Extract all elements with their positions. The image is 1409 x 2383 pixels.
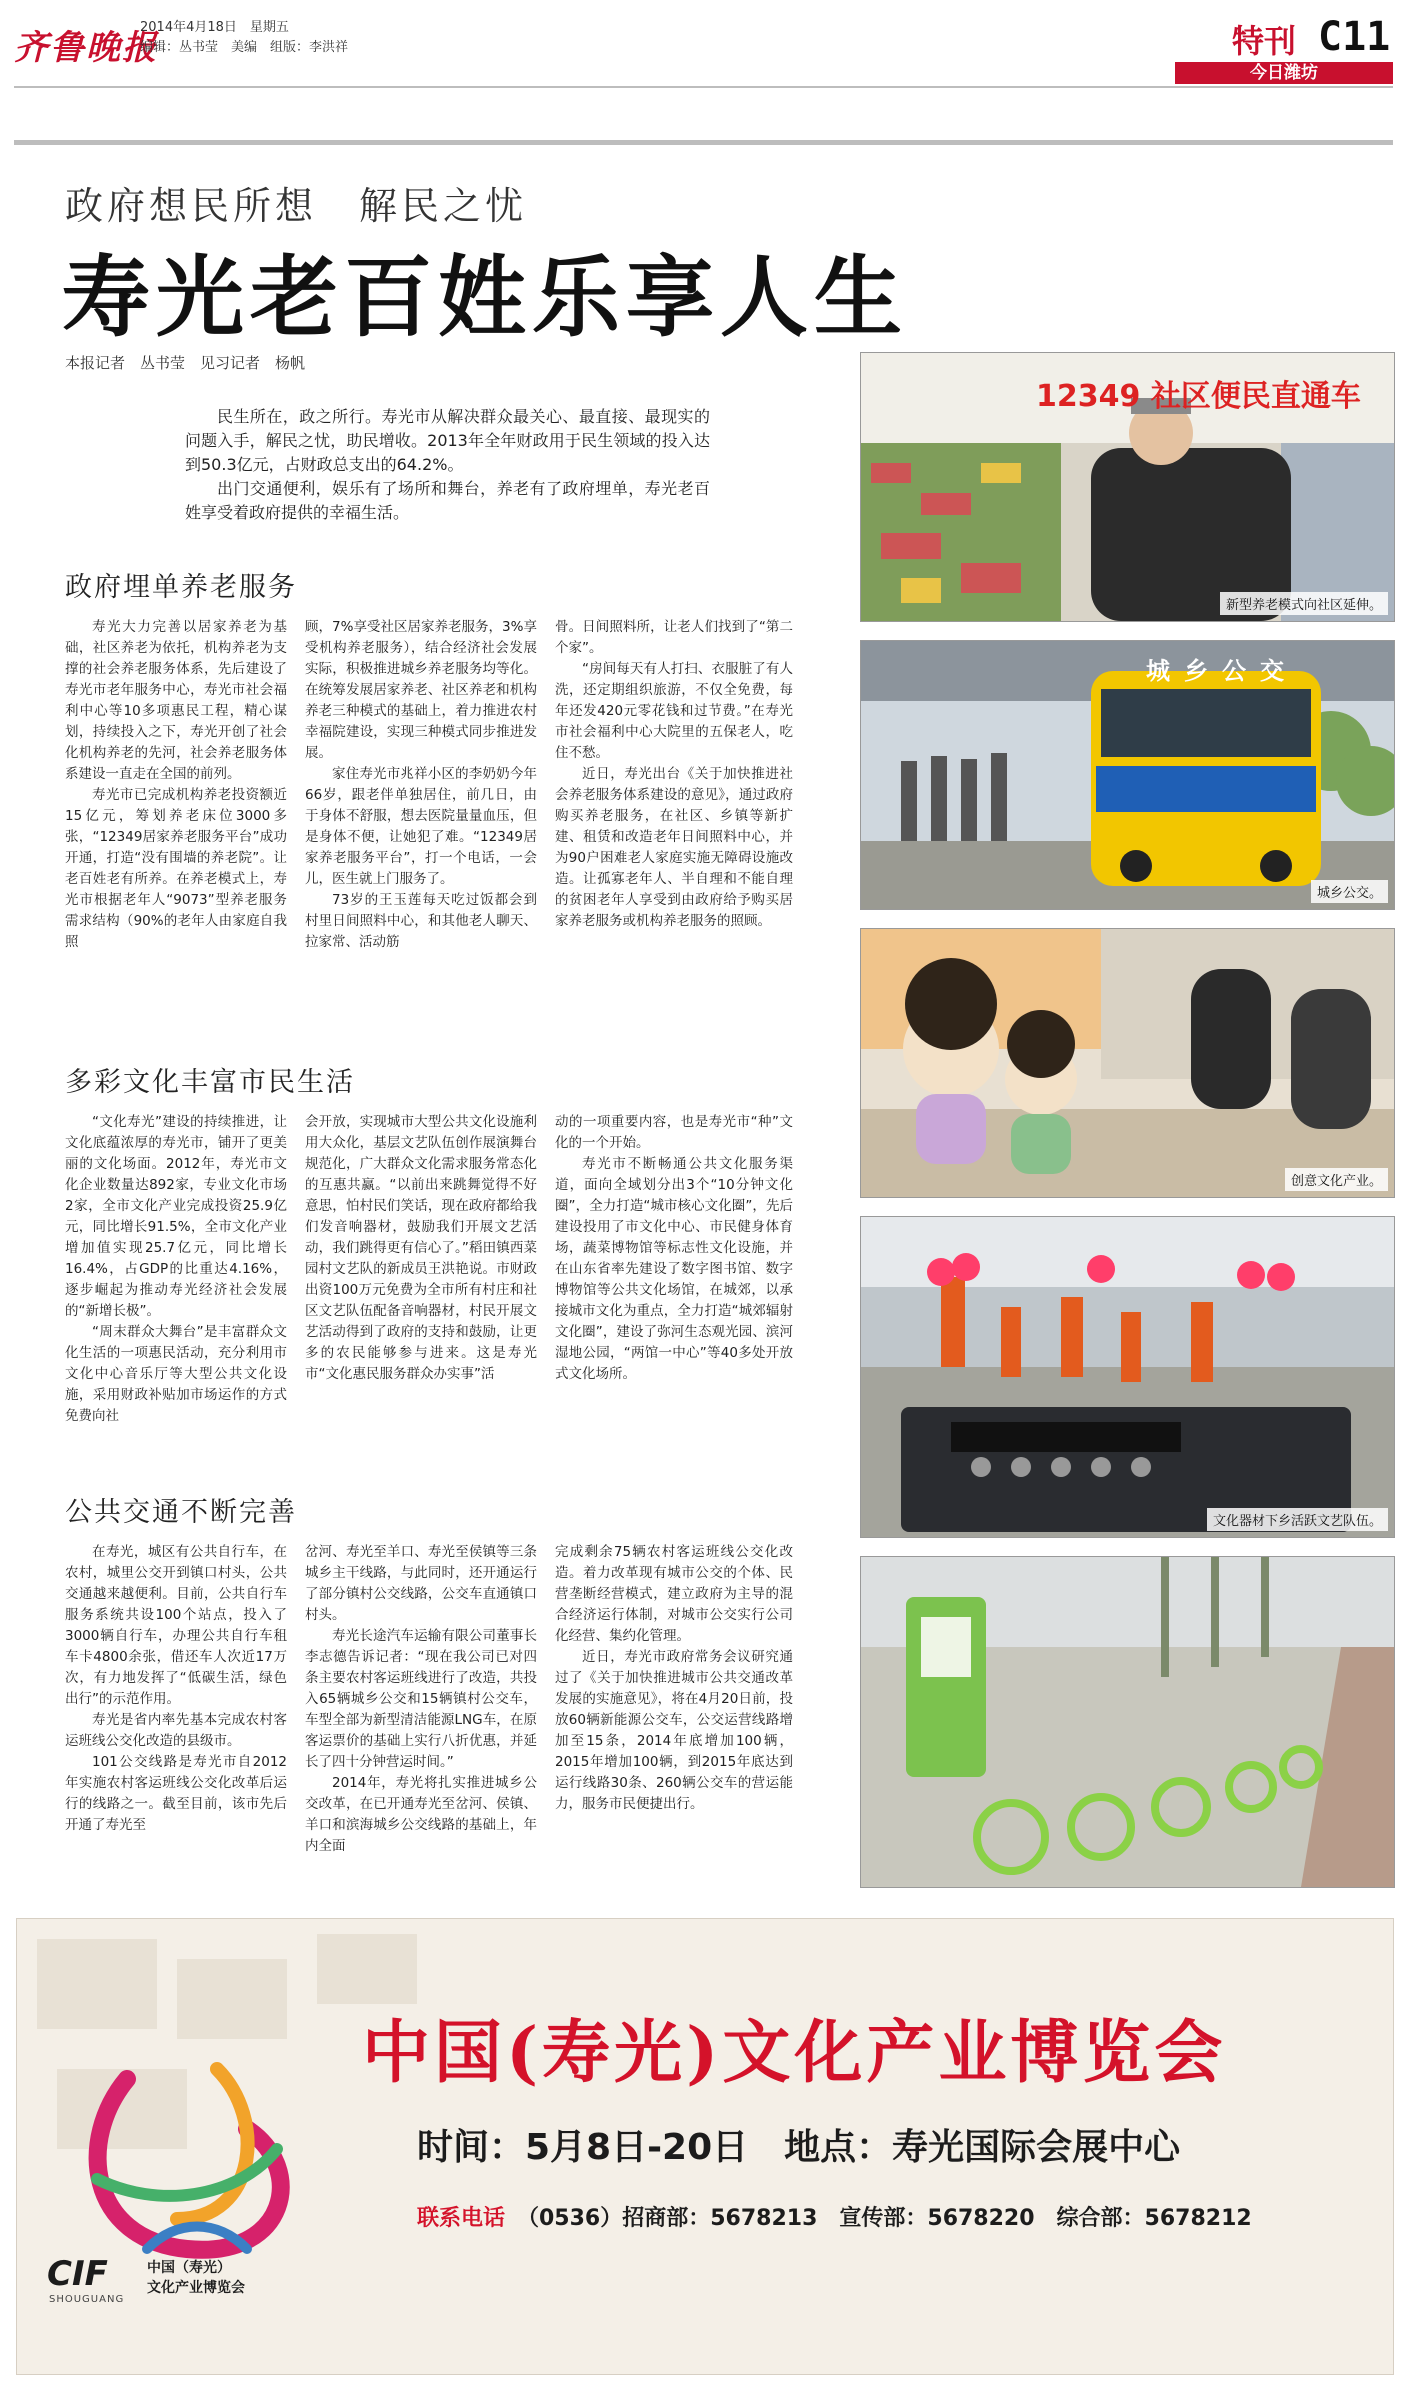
body-paragraph: 101公交线路是寿光市自2012年实施农村客运班线公交化改革后运行的线路之一。截至目前，该市先后开通了寿光至 [65,1754,287,1833]
section3-column-2 [305,1542,537,1857]
photo-caption: 创意文化产业。 [1285,1168,1388,1191]
body-paragraph: 顾，7%享受社区居家养老服务，3%享受机构养老服务），结合经济社会发展实际，积极推进城乡养老服务均等化。在统筹发展居家养老、社区养老和机构养老三种模式的基础上，着力推进农村幸福院建设，实现三种模式同步推进发展。 [305,619,537,761]
section1-column-1 [65,617,287,953]
section-title-transport: 公共交通不断完善 [65,1497,297,1528]
edition-band: 今日潍坊 [1175,62,1393,84]
expo-advertisement [16,1918,1394,2375]
body-paragraph: 寿光大力完善以居家养老为基础，社区养老为依托，机构养老为支撑的社会养老服务体系，先后建设了寿光市老年服务中心，寿光市社会福利中心等10多项惠民工程，精心谋划，持续投入之下，寿光开创了社会化机构养老的先河，社会养老服务体系建设一直走在全国的前列。 [65,619,287,782]
body-paragraph: 近日，寿光出台《关于加快推进社会养老服务体系建设的意见》，通过政府购买养老服务，在社区、乡镇等新扩建、租赁和改造老年日间照料中心，并为90户困难老人家庭实施无障碍设施改造。让孤寡老年人、半自理和不能自理的贫困老年人享受到由政府给予购买居家养老服务或机构养老服务的照顾。 [555,766,793,929]
expo-logo-name-1: 中国（寿光） [147,2260,231,2276]
body-paragraph: 2014年，寿光将扎实推进城乡公交改革，在已开通寿光至岔河、侯镇、羊口和滨海城乡公交线路的基础上，年内全面 [305,1775,537,1854]
article-byline: 本报记者 丛书莹 见习记者 杨帆 [65,354,306,372]
section2-column-3 [555,1112,793,1385]
section-title-culture: 多彩文化丰富市民生活 [65,1067,355,1098]
masthead-rule [14,86,1393,88]
section-name: 特刊 [1232,22,1297,60]
body-paragraph: 在寿光，城区有公共自行车，在农村，城里公交开到镇口村头，公共交通越来越便利。目前，公共自行车服务系统共设100个站点，投入了3000辆自行车，办理公共自行车租车卡4800余张，借还车人次近17万次，有力地发挥了“低碳生活，绿色出行”的示范作用。 [65,1544,287,1707]
date-line: 2014年4月18日 星期五 [140,20,289,35]
body-paragraph: “文化寿光”建设的持续推进，让文化底蕴浓厚的寿光市，铺开了更美丽的文化场面。2012年，寿光市文化企业数量达892家，专业文化市场2家，全市文化产业完成投资25.9亿元，同比增长91.5%，全市文化产业增加值实现25.7亿元，同比增长16.4%，占GDP的比重达4.16%，逐步崛起为推动寿光经济社会发展的“新增长极”。 [65,1114,287,1319]
section1-column-3 [555,617,793,932]
body-paragraph: 会开放，实现城市大型公共文化设施利用大众化，基层文艺队伍创作展演舞台规范化，广大群众文化需求服务常态化的互惠共赢。“以前出来跳舞觉得不好意思，怕村民们笑话，现在政府都给我们发音响器材，鼓励我们开展文艺活动，我们跳得更有信心了。”稻田镇西菜园村文艺队的新成员王洪艳说。市财政出资100万元免费为全市所有村庄和社区文艺队伍配备音响器材，村民开展文艺活动得到了政府的支持和鼓励，让更多的农民能够参与进来。这是寿光市“文化惠民服务群众办实事”活 [305,1114,537,1382]
body-paragraph: 家住寿光市兆祥小区的李奶奶今年66岁，跟老伴单独居住，前几日，由于身体不舒服，想去医院量量血压，但是身体不便，让她犯了难。“12349居家养老服务平台”，打一个电话，一会儿，医生就上门服务了。 [305,766,537,887]
expo-time-place: 时间：5月8日-20日 地点：寿光国际会展中心 [417,2127,1181,2168]
body-paragraph: 骨。日间照料所，让老人们找到了“第二个家”。 [555,619,793,656]
expo-logo-sub: SHOUGUANG [49,2294,125,2305]
body-paragraph: 岔河、寿光至羊口、寿光至侯镇等三条城乡主干线路，与此同时，还开通运行了部分镇村公交线路，公交车直通镇口村头。 [305,1544,537,1623]
page-code: C11 [1318,14,1391,60]
body-paragraph: 寿光长途汽车运输有限公司董事长李志德告诉记者：“现在我公司已对四条主要农村客运班线进行了改造，共投入65辆城乡公交和15辆镇村公交车，车型全部为新型清洁能源LNG车，在原客运票价的基础上实行八折优惠，并延长了四十分钟营运时间。” [305,1628,537,1770]
article-headline: 寿光老百姓乐享人生 [62,246,909,349]
expo-logo-name-2: 文化产业博览会 [147,2280,245,2296]
header-thick-rule [14,140,1393,145]
body-paragraph: “周末群众大舞台”是丰富群众文化生活的一项惠民活动，充分利用市文化中心音乐厅等大型公共文化设施，采用财政补贴加市场运作的方式免费向社 [65,1324,287,1424]
editors-line: 编辑：丛书莹 美编 组版：李洪祥 [140,40,349,55]
photo-sign-text: 12349 社区便民直通车 [1036,379,1361,414]
body-paragraph: 动的一项重要内容，也是寿光市“种”文化的一个开始。 [555,1114,793,1151]
dance-troupe-photo [860,1216,1395,1538]
newspaper-logo: 齐鲁晚报 [14,28,158,68]
body-paragraph: “房间每天有人打扫、衣服脏了有人洗，还定期组织旅游，不仅全免费，每年还发420元零花钱和过节费。”在寿光市社会福利中心大院里的五保老人，吃住不愁。 [555,661,793,761]
expo-contact-detail: （0536）招商部：5678213 宣传部：5678220 综合部：5678212 [517,2206,1252,2231]
body-paragraph: 寿光是省内率先基本完成农村客运班线公交化改造的县级市。 [65,1712,287,1749]
article-lead [185,405,710,525]
body-paragraph: 近日，寿光市政府常务会议研究通过了《关于加快推进城市公共交通改革发展的实施意见》，将在4月20日前，投放60辆新能源公交车，公交运营线路增加至15条，2014年底增加100辆，2015年增加100辆，到2015年底达到运行线路30条、260辆公交车的营运能力，服务市民便捷出行。 [555,1649,793,1812]
expo-contact-label: 联系电话 [417,2206,506,2231]
body-paragraph: 寿光市已完成机构养老投资额近15亿元，筹划养老床位3000多张，“12349居家养老服务平台”成功开通，打造“没有围墙的养老院”。让老百姓老有所养。在养老模式上，寿光市根据老年人“9073”型养老服务需求结构（90%的老年人由家庭自我照 [65,787,287,950]
section1-column-2 [305,617,537,953]
craft-dolls-photo [860,928,1395,1198]
section-title-elderly-care: 政府埋单养老服务 [65,572,297,603]
bus-photo [860,640,1395,910]
section2-column-2 [305,1112,537,1385]
article-kicker: 政府想民所想 解民之忧 [65,184,528,228]
section2-column-1 [65,1112,287,1427]
public-bicycle-photo [860,1556,1395,1888]
photo-caption: 城乡公交。 [1311,880,1388,903]
body-paragraph: 寿光市不断畅通公共文化服务渠道，面向全域划分出3个“10分钟文化圈”，全力打造“城市核心文化圈”，先后建设投用了市文化中心、市民健身体育场，蔬菜博物馆等标志性文化设施，并在山东省率先建设了数字图书馆、数字博物馆等公共文化场馆，在城郊，以承接城市文化为重点，全力打造“城郊辐射文化圈”，建设了弥河生态观光园、滨河湿地公园，“两馆一中心”等40多处开放式文化场所。 [555,1156,793,1382]
body-paragraph: 完成剩余75辆农村客运班线公交化改造。着力改革现有城市公交的个体、民营垄断经营模式，建立政府为主导的混合经济运行体制，对城市公交实行公司化经营、集约化管理。 [555,1544,793,1644]
photo-caption: 新型养老模式向社区延伸。 [1220,592,1388,615]
photo-caption: 文化器材下乡活跃文艺队伍。 [1207,1508,1388,1531]
lead-paragraph: 出门交通便利，娱乐有了场所和舞台，养老有了政府埋单，寿光老百姓享受着政府提供的幸福生活。 [185,479,710,522]
section3-column-1 [65,1542,287,1836]
photo-sign-text: 城乡公交 [1146,657,1298,685]
section3-column-3 [555,1542,793,1815]
expo-title: 中国(寿光)文化产业博览会 [362,2013,1227,2093]
expo-logo-icon: CIF [47,2254,108,2294]
elderly-shopping-photo [860,352,1395,622]
body-paragraph: 73岁的王玉莲每天吃过饭都会到村里日间照料中心，和其他老人聊天、拉家常、活动筋 [305,892,537,950]
lead-paragraph: 民生所在，政之所行。寿光市从解决群众最关心、最直接、最现实的问题入手，解民之忧，助民增收。2013年全年财政用于民生领域的投入达到50.3亿元，占财政总支出的64.2%。 [185,407,710,474]
